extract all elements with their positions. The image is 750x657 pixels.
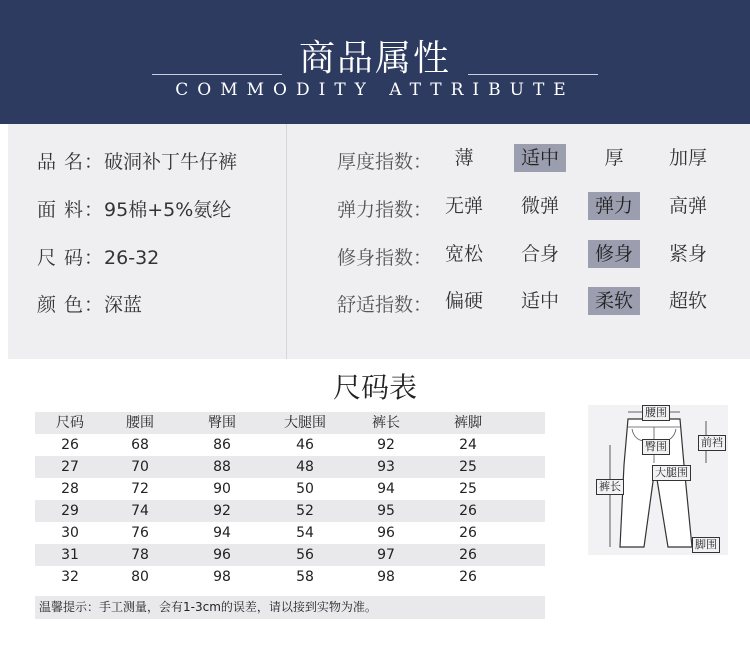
table-cell: 48 [296, 459, 314, 475]
table-row [35, 522, 545, 544]
table-cell: 94 [213, 525, 231, 541]
table-cell: 92 [377, 437, 395, 453]
table-header-cell: 臀围 [208, 415, 236, 431]
thickness-option: 适中 [514, 144, 566, 172]
table-cell: 32 [61, 569, 79, 585]
table-header-row [35, 412, 545, 434]
thickness-label: 厚度指数： [337, 151, 433, 173]
table-row [35, 544, 545, 566]
table-cell: 72 [131, 481, 149, 497]
thickness-option: 加厚 [668, 147, 707, 169]
attribute-color: 颜 色：深蓝 [37, 294, 143, 316]
table-cell: 26 [459, 569, 477, 585]
table-header-cell: 腰围 [126, 415, 154, 431]
table-cell: 54 [296, 525, 314, 541]
elasticity-option: 弹力 [588, 192, 640, 220]
table-cell: 68 [131, 437, 149, 453]
comfort-option: 适中 [520, 290, 559, 312]
table-row [35, 566, 545, 588]
table-cell: 93 [377, 459, 395, 475]
table-cell: 46 [296, 437, 314, 453]
table-cell: 26 [459, 503, 477, 519]
comfort-option: 超软 [668, 290, 707, 312]
table-cell: 95 [377, 503, 395, 519]
table-cell: 80 [131, 569, 149, 585]
table-cell: 86 [213, 437, 231, 453]
comfort-label: 舒适指数： [337, 294, 433, 316]
table-cell: 30 [61, 525, 79, 541]
attribute-name: 品 名：破洞补丁牛仔裤 [37, 151, 238, 173]
table-cell: 98 [213, 569, 231, 585]
table-cell: 29 [61, 503, 79, 519]
label-thigh: 大腿围 [652, 465, 691, 481]
header-line-right [468, 74, 598, 75]
fit-option: 合身 [520, 243, 559, 265]
elasticity-option: 无弹 [444, 195, 483, 217]
thickness-option: 厚 [604, 147, 624, 169]
table-cell: 98 [377, 569, 395, 585]
size-chart-title: 尺码表 [332, 371, 417, 404]
measurement-note: 温馨提示：手工测量，会有1-3cm的误差，请以接到实物为准。 [35, 596, 545, 619]
table-row [35, 478, 545, 500]
table-cell: 76 [131, 525, 149, 541]
table-cell: 58 [296, 569, 314, 585]
label-waist: 腰围 [642, 405, 670, 421]
table-cell: 74 [131, 503, 149, 519]
table-cell: 52 [296, 503, 314, 519]
table-header-cell: 大腿围 [284, 415, 326, 431]
comfort-option: 柔软 [588, 287, 640, 315]
label-rise: 前裆 [698, 435, 726, 451]
header-line-left [152, 74, 282, 75]
table-cell: 97 [377, 547, 395, 563]
attribute-fabric: 面 料：95棉+5%氨纶 [37, 199, 232, 221]
table-cell: 26 [459, 525, 477, 541]
table-row [35, 500, 545, 522]
table-row [35, 456, 545, 478]
table-cell: 92 [213, 503, 231, 519]
page-title: 商品属性 [298, 38, 451, 79]
table-cell: 70 [131, 459, 149, 475]
table-cell: 90 [213, 481, 231, 497]
fit-option: 宽松 [444, 243, 483, 265]
table-cell: 56 [296, 547, 314, 563]
elasticity-label: 弹力指数： [337, 199, 433, 221]
table-header-cell: 尺码 [56, 415, 84, 431]
elasticity-option: 微弹 [520, 195, 559, 217]
page-subtitle: COMMODITY ATTRIBUTE [175, 80, 575, 100]
fit-label: 修身指数： [337, 247, 433, 269]
label-hip: 臀围 [642, 439, 670, 455]
table-header-cell: 裤长 [372, 415, 400, 431]
table-cell: 94 [377, 481, 395, 497]
header-banner [0, 0, 750, 124]
comfort-option: 偏硬 [444, 290, 483, 312]
table-cell: 26 [61, 437, 79, 453]
table-cell: 25 [459, 459, 477, 475]
table-cell: 31 [61, 547, 79, 563]
table-row [35, 434, 545, 456]
label-length: 裤长 [596, 479, 624, 495]
pants-diagram [588, 405, 728, 555]
panel-divider [286, 124, 287, 359]
table-cell: 88 [213, 459, 231, 475]
thickness-option: 薄 [454, 147, 474, 169]
label-hem: 脚围 [692, 537, 720, 553]
table-cell: 26 [459, 547, 477, 563]
table-header-cell: 裤脚 [454, 415, 482, 431]
table-cell: 25 [459, 481, 477, 497]
table-cell: 27 [61, 459, 79, 475]
elasticity-option: 高弹 [668, 195, 707, 217]
table-cell: 50 [296, 481, 314, 497]
table-cell: 28 [61, 481, 79, 497]
table-cell: 96 [377, 525, 395, 541]
table-cell: 78 [131, 547, 149, 563]
table-cell: 24 [459, 437, 477, 453]
fit-option: 修身 [588, 240, 640, 268]
attribute-size: 尺 码：26-32 [37, 247, 160, 269]
fit-option: 紧身 [668, 243, 707, 265]
table-cell: 96 [213, 547, 231, 563]
